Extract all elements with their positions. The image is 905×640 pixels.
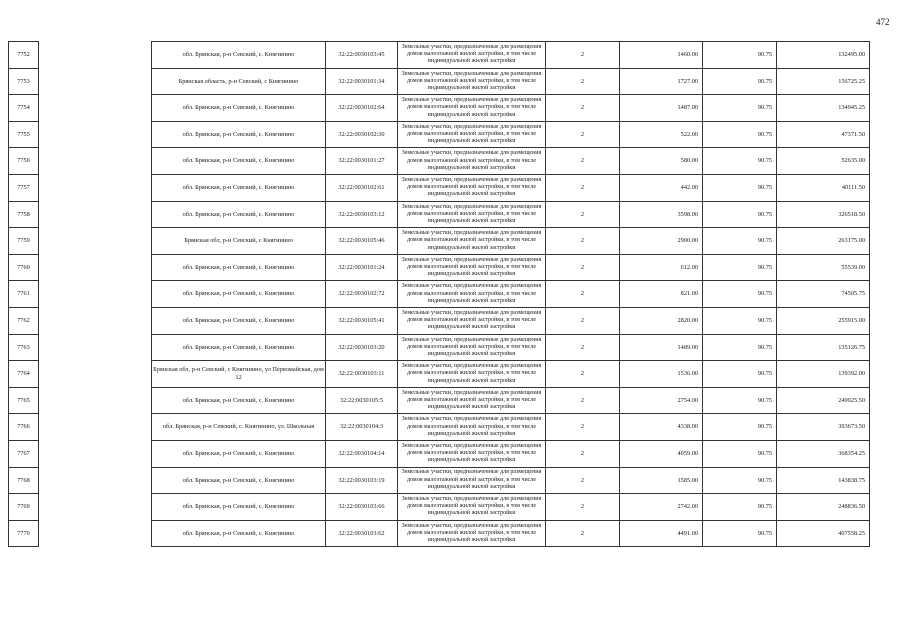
cadastral-value-cell: 55539.00 — [777, 254, 870, 281]
table-row — [152, 494, 870, 521]
rate-cell: 90.75 — [703, 467, 777, 494]
row-number-row — [9, 95, 39, 122]
land-purpose-cell: Земельные участки, предназначенные для размещения домов малоэтажной жилой застройки, в том числе индивидуальной жилой застройки — [398, 494, 546, 521]
rate-cell: 90.75 — [703, 520, 777, 547]
address-cell: обл. Брянская, р-н Севский, с. Княгинино — [152, 520, 326, 547]
area-cell: 1727.00 — [620, 68, 703, 95]
area-cell: 1487.00 — [620, 95, 703, 122]
row-number-row — [9, 467, 39, 494]
cadastral-number-cell: 32:22:0030103:62 — [326, 520, 398, 547]
area-cell: 442.00 — [620, 174, 703, 201]
cadastral-value-cell: 368354.25 — [777, 440, 870, 467]
rate-cell: 90.75 — [703, 42, 777, 69]
address-cell: обл. Брянская, р-н Севский, с. Княгинино — [152, 307, 326, 334]
group-cell: 2 — [546, 201, 620, 228]
cadastral-value-cell: 47371.50 — [777, 121, 870, 148]
group-cell: 2 — [546, 467, 620, 494]
table-row — [152, 68, 870, 95]
rate-cell: 90.75 — [703, 121, 777, 148]
row-number-row — [9, 42, 39, 69]
area-cell: 522.00 — [620, 121, 703, 148]
table-row — [152, 467, 870, 494]
cadastral-number-cell: 32:22:0030104:14 — [326, 440, 398, 467]
row-number-row — [9, 520, 39, 547]
land-parcels-table — [151, 41, 870, 547]
rate-cell: 90.75 — [703, 494, 777, 521]
address-cell: обл. Брянская, р-н Севский, с. Княгинино — [152, 95, 326, 122]
group-cell: 2 — [546, 68, 620, 95]
group-cell: 2 — [546, 334, 620, 361]
area-cell: 2900.00 — [620, 228, 703, 255]
cadastral-number-cell: 32:22:0030105:5 — [326, 387, 398, 414]
cadastral-number-cell: 32:22:0030105:41 — [326, 307, 398, 334]
cadastral-value-cell: 139392.00 — [777, 361, 870, 388]
row-number-table — [8, 41, 39, 547]
address-cell: обл. Брянская, р-н Севский, с. Княгинино — [152, 201, 326, 228]
area-cell: 1489.00 — [620, 334, 703, 361]
row-number-cell: 7761 — [9, 281, 39, 308]
cadastral-value-cell: 249925.50 — [777, 387, 870, 414]
cadastral-value-cell: 134945.25 — [777, 95, 870, 122]
cadastral-number-cell: 32:22:0030103:12 — [326, 201, 398, 228]
row-number-row — [9, 121, 39, 148]
land-purpose-cell: Земельные участки, предназначенные для размещения домов малоэтажной жилой застройки, в том числе индивидуальной жилой застройки — [398, 95, 546, 122]
rate-cell: 90.75 — [703, 228, 777, 255]
row-number-body — [9, 42, 39, 547]
rate-cell: 90.75 — [703, 68, 777, 95]
cadastral-value-cell: 156725.25 — [777, 68, 870, 95]
row-number-row — [9, 281, 39, 308]
table-row — [152, 201, 870, 228]
table-row — [152, 520, 870, 547]
address-cell: обл. Брянская, р-н Севский, с. Княгинино — [152, 42, 326, 69]
address-cell: обл. Брянская, р-н Севский, с. Княгинино — [152, 494, 326, 521]
table-row — [152, 121, 870, 148]
row-number-cell: 7756 — [9, 148, 39, 175]
group-cell: 2 — [546, 494, 620, 521]
land-purpose-cell: Земельные участки, предназначенные для размещения домов малоэтажной жилой застройки, в том числе индивидуальной жилой застройки — [398, 361, 546, 388]
cadastral-value-cell: 74505.75 — [777, 281, 870, 308]
cadastral-number-cell: 32:22:0030104:3 — [326, 414, 398, 441]
address-cell: обл. Брянская, р-н Севский, с. Княгинино — [152, 281, 326, 308]
row-number-cell: 7754 — [9, 95, 39, 122]
table-row — [152, 148, 870, 175]
address-cell: обл. Брянская, р-н Севский, с. Княгинино — [152, 254, 326, 281]
row-number-cell: 7752 — [9, 42, 39, 69]
rate-cell: 90.75 — [703, 148, 777, 175]
area-cell: 580.00 — [620, 148, 703, 175]
table-row — [152, 42, 870, 69]
address-cell: обл. Брянская, р-н Севский, с. Княгинино — [152, 121, 326, 148]
group-cell: 2 — [546, 361, 620, 388]
row-number-row — [9, 387, 39, 414]
rate-cell: 90.75 — [703, 281, 777, 308]
table-row — [152, 361, 870, 388]
row-number-cell: 7753 — [9, 68, 39, 95]
row-number-row — [9, 334, 39, 361]
row-number-row — [9, 494, 39, 521]
area-cell: 612.00 — [620, 254, 703, 281]
rate-cell: 90.75 — [703, 95, 777, 122]
row-number-row — [9, 68, 39, 95]
table-row — [152, 254, 870, 281]
row-number-row — [9, 228, 39, 255]
land-purpose-cell: Земельные участки, предназначенные для размещения домов малоэтажной жилой застройки, в том числе индивидуальной жилой застройки — [398, 307, 546, 334]
row-number-cell: 7755 — [9, 121, 39, 148]
row-number-cell: 7768 — [9, 467, 39, 494]
row-number-row — [9, 148, 39, 175]
row-number-cell: 7764 — [9, 361, 39, 388]
group-cell: 2 — [546, 95, 620, 122]
group-cell: 2 — [546, 42, 620, 69]
cadastral-value-cell: 263175.00 — [777, 228, 870, 255]
land-purpose-cell: Земельные участки, предназначенные для размещения домов малоэтажной жилой застройки, в том числе индивидуальной жилой застройки — [398, 281, 546, 308]
row-number-cell: 7762 — [9, 307, 39, 334]
row-number-cell: 7766 — [9, 414, 39, 441]
land-purpose-cell: Земельные участки, предназначенные для размещения домов малоэтажной жилой застройки, в том числе индивидуальной жилой застройки — [398, 121, 546, 148]
address-cell: обл. Брянская, р-н Севский, с. Княгинино — [152, 440, 326, 467]
cadastral-value-cell: 143838.75 — [777, 467, 870, 494]
address-cell: обл. Брянская, р-н Севский, с. Княгинино — [152, 387, 326, 414]
cadastral-number-cell: 32:22:0030103:45 — [326, 42, 398, 69]
cadastral-value-cell: 255915.00 — [777, 307, 870, 334]
land-purpose-cell: Земельные участки, предназначенные для размещения домов малоэтажной жилой застройки, в том числе индивидуальной жилой застройки — [398, 254, 546, 281]
page-number: 472 — [876, 17, 890, 27]
area-cell: 1585.00 — [620, 467, 703, 494]
cadastral-value-cell: 326518.50 — [777, 201, 870, 228]
address-cell: Брянская обл, р-н Севский, с Княгинино, ул Первомайская, дом 12 — [152, 361, 326, 388]
rate-cell: 90.75 — [703, 387, 777, 414]
group-cell: 2 — [546, 254, 620, 281]
cadastral-number-cell: 32:22:0030102:72 — [326, 281, 398, 308]
table-row — [152, 228, 870, 255]
table-row — [152, 95, 870, 122]
area-cell: 2820.00 — [620, 307, 703, 334]
group-cell: 2 — [546, 520, 620, 547]
cadastral-number-cell: 32:22:0030103:11 — [326, 361, 398, 388]
group-cell: 2 — [546, 281, 620, 308]
rate-cell: 90.75 — [703, 414, 777, 441]
group-cell: 2 — [546, 148, 620, 175]
address-cell: обл. Брянская, р-н Севский, с. Княгинино — [152, 334, 326, 361]
table-row — [152, 281, 870, 308]
row-number-cell: 7770 — [9, 520, 39, 547]
cadastral-value-cell: 393673.50 — [777, 414, 870, 441]
area-cell: 2754.00 — [620, 387, 703, 414]
cadastral-value-cell: 52635.00 — [777, 148, 870, 175]
area-cell: 3598.00 — [620, 201, 703, 228]
cadastral-value-cell: 40111.50 — [777, 174, 870, 201]
area-cell: 4338.00 — [620, 414, 703, 441]
area-cell: 4059.00 — [620, 440, 703, 467]
cadastral-number-cell: 32:22:0030101:24 — [326, 254, 398, 281]
area-cell: 821.00 — [620, 281, 703, 308]
rate-cell: 90.75 — [703, 440, 777, 467]
cadastral-number-cell: 32:22:0030105:46 — [326, 228, 398, 255]
cadastral-value-cell: 132495.00 — [777, 42, 870, 69]
area-cell: 1536.00 — [620, 361, 703, 388]
cadastral-value-cell: 135126.75 — [777, 334, 870, 361]
address-cell: Брянская область, р-н Севский, с Княгинино — [152, 68, 326, 95]
address-cell: обл. Брянская, р-н Севский, с. Княгинино — [152, 148, 326, 175]
group-cell: 2 — [546, 174, 620, 201]
cadastral-number-cell: 32:22:0030103:19 — [326, 467, 398, 494]
land-parcels-body — [152, 42, 870, 547]
table-row — [152, 387, 870, 414]
cadastral-number-cell: 32:22:0030102:30 — [326, 121, 398, 148]
table-row — [152, 307, 870, 334]
rate-cell: 90.75 — [703, 174, 777, 201]
land-purpose-cell: Земельные участки, предназначенные для размещения домов малоэтажной жилой застройки, в том числе индивидуальной жилой застройки — [398, 228, 546, 255]
row-number-cell: 7769 — [9, 494, 39, 521]
land-purpose-cell: Земельные участки, предназначенные для размещения домов малоэтажной жилой застройки, в том числе индивидуальной жилой застройки — [398, 68, 546, 95]
group-cell: 2 — [546, 387, 620, 414]
table-row — [152, 440, 870, 467]
address-cell: обл. Брянская, р-н Севский, с. Княгинино — [152, 174, 326, 201]
cadastral-number-cell: 32:22:0030103:66 — [326, 494, 398, 521]
cadastral-value-cell: 407558.25 — [777, 520, 870, 547]
land-purpose-cell: Земельные участки, предназначенные для размещения домов малоэтажной жилой застройки, в том числе индивидуальной жилой застройки — [398, 387, 546, 414]
row-number-cell: 7765 — [9, 387, 39, 414]
table-row — [152, 414, 870, 441]
land-purpose-cell: Земельные участки, предназначенные для размещения домов малоэтажной жилой застройки, в том числе индивидуальной жилой застройки — [398, 467, 546, 494]
cadastral-value-cell: 248836.50 — [777, 494, 870, 521]
rate-cell: 90.75 — [703, 334, 777, 361]
row-number-cell: 7763 — [9, 334, 39, 361]
land-purpose-cell: Земельные участки, предназначенные для размещения домов малоэтажной жилой застройки, в том числе индивидуальной жилой застройки — [398, 520, 546, 547]
cadastral-number-cell: 32:22:0030102:61 — [326, 174, 398, 201]
group-cell: 2 — [546, 121, 620, 148]
row-number-row — [9, 361, 39, 388]
row-number-row — [9, 174, 39, 201]
row-number-row — [9, 440, 39, 467]
row-number-cell: 7760 — [9, 254, 39, 281]
cadastral-number-cell: 32:22:0030102:64 — [326, 95, 398, 122]
row-number-cell: 7758 — [9, 201, 39, 228]
row-number-cell: 7759 — [9, 228, 39, 255]
row-number-row — [9, 201, 39, 228]
land-purpose-cell: Земельные участки, предназначенные для размещения домов малоэтажной жилой застройки, в том числе индивидуальной жилой застройки — [398, 440, 546, 467]
address-cell: Брянская обл, р-н Севский, с Княгинино — [152, 228, 326, 255]
land-purpose-cell: Земельные участки, предназначенные для размещения домов малоэтажной жилой застройки, в том числе индивидуальной жилой застройки — [398, 148, 546, 175]
group-cell: 2 — [546, 440, 620, 467]
table-row — [152, 334, 870, 361]
group-cell: 2 — [546, 414, 620, 441]
rate-cell: 90.75 — [703, 307, 777, 334]
cadastral-number-cell: 32:22:0030101:27 — [326, 148, 398, 175]
group-cell: 2 — [546, 307, 620, 334]
land-purpose-cell: Земельные участки, предназначенные для размещения домов малоэтажной жилой застройки, в том числе индивидуальной жилой застройки — [398, 42, 546, 69]
rate-cell: 90.75 — [703, 361, 777, 388]
rate-cell: 90.75 — [703, 254, 777, 281]
land-purpose-cell: Земельные участки, предназначенные для размещения домов малоэтажной жилой застройки, в том числе индивидуальной жилой застройки — [398, 174, 546, 201]
address-cell: обл. Брянская, р-н Севский, с. Княгинино — [152, 467, 326, 494]
row-number-row — [9, 254, 39, 281]
land-purpose-cell: Земельные участки, предназначенные для размещения домов малоэтажной жилой застройки, в том числе индивидуальной жилой застройки — [398, 201, 546, 228]
land-purpose-cell: Земельные участки, предназначенные для размещения домов малоэтажной жилой застройки, в том числе индивидуальной жилой застройки — [398, 334, 546, 361]
row-number-row — [9, 307, 39, 334]
cadastral-number-cell: 32:22:0030101:34 — [326, 68, 398, 95]
table-row — [152, 174, 870, 201]
area-cell: 1460.00 — [620, 42, 703, 69]
row-number-row — [9, 414, 39, 441]
area-cell: 4491.00 — [620, 520, 703, 547]
address-cell: обл. Брянская, р-н Севский, с. Княгинино, ул. Школьная — [152, 414, 326, 441]
cadastral-number-cell: 32:22:0030103:20 — [326, 334, 398, 361]
row-number-cell: 7757 — [9, 174, 39, 201]
rate-cell: 90.75 — [703, 201, 777, 228]
area-cell: 2742.00 — [620, 494, 703, 521]
group-cell: 2 — [546, 228, 620, 255]
land-purpose-cell: Земельные участки, предназначенные для размещения домов малоэтажной жилой застройки, в том числе индивидуальной жилой застройки — [398, 414, 546, 441]
row-number-cell: 7767 — [9, 440, 39, 467]
